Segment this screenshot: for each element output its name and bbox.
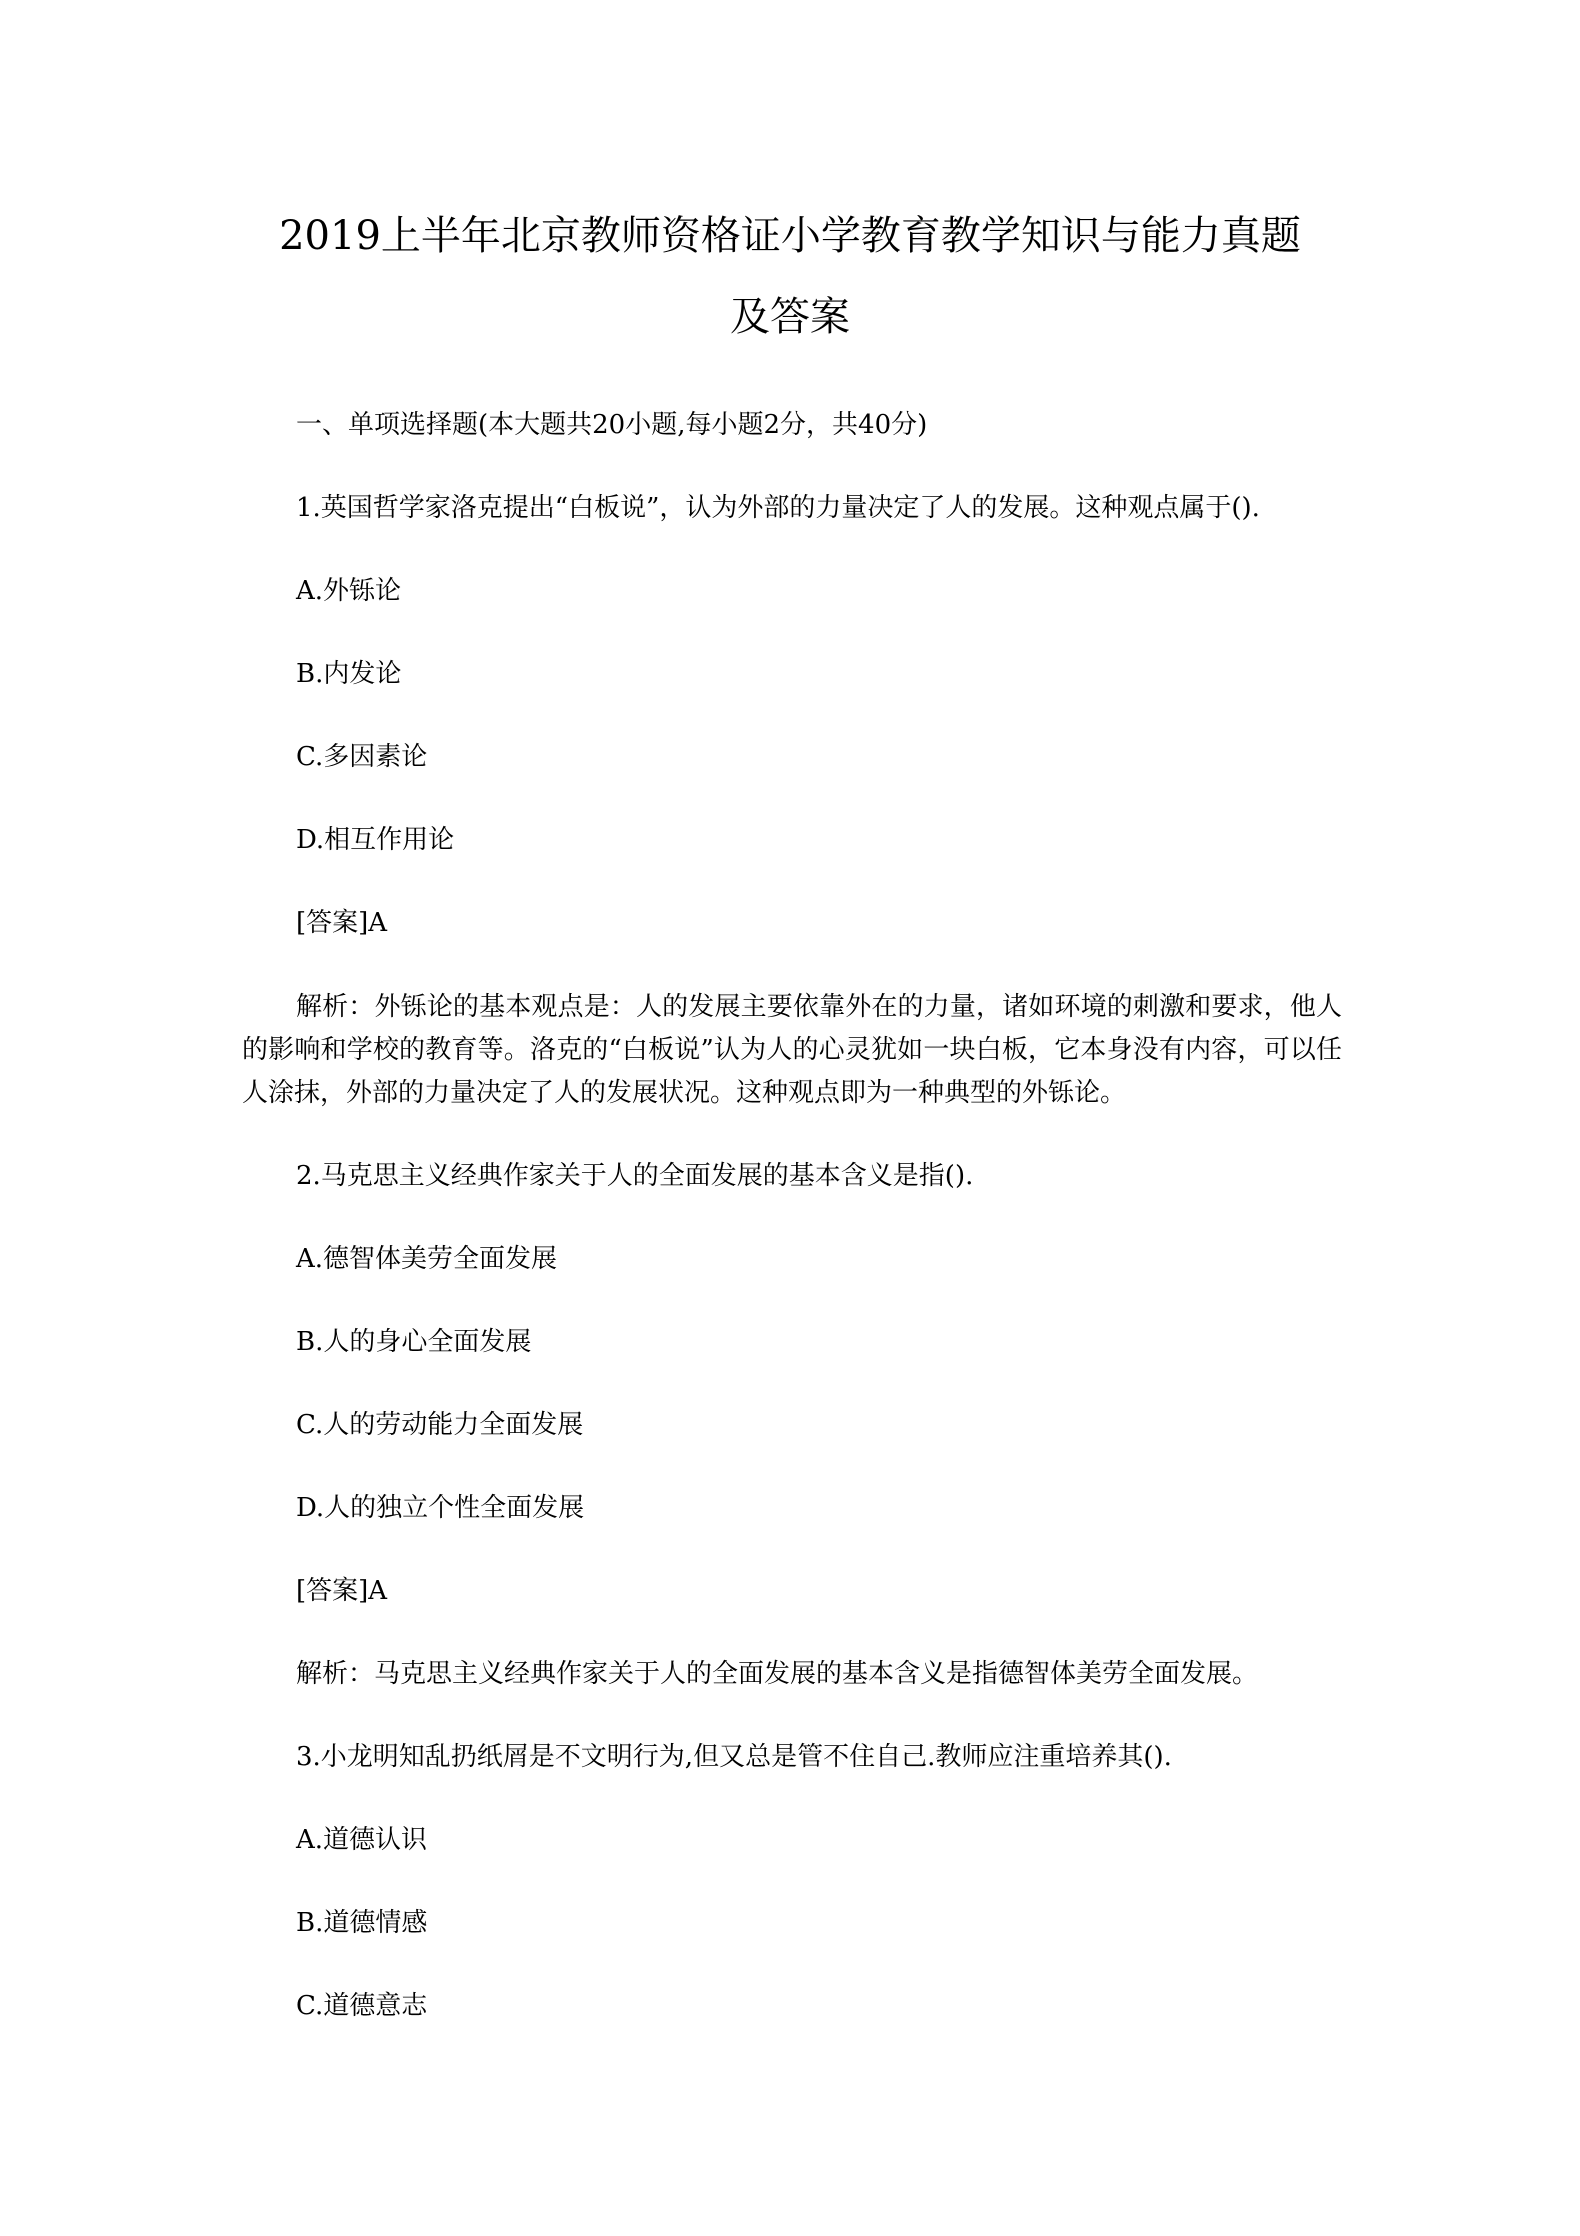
question-1-option-d: D.相互作用论 [296, 825, 455, 855]
question-1-stem: 1.英国哲学家洛克提出“白板说”，认为外部的力量决定了人的发展。这种观点属于(). [296, 493, 1260, 523]
question-1-answer: [答案]A [296, 908, 388, 938]
question-1-option-c: C.多因素论 [296, 742, 428, 772]
question-2-answer: [答案]A [296, 1576, 388, 1606]
question-3-option-a: A.道德认识 [296, 1825, 428, 1855]
question-3-option-c: C.道德意志 [296, 1991, 428, 2021]
section-heading: 一、单项选择题(本大题共20小题,每小题2分，共40分) [296, 410, 928, 440]
question-2-option-a: A.德智体美劳全面发展 [296, 1244, 558, 1274]
question-2-option-d: D.人的独立个性全面发展 [296, 1493, 585, 1523]
question-3-stem: 3.小龙明知乱扔纸屑是不文明行为,但又总是管不住自己.教师应注重培养其(). [296, 1742, 1172, 1772]
question-1-option-a: A.外铄论 [296, 576, 402, 606]
question-3-option-b: B.道德情感 [296, 1908, 428, 1938]
question-2-option-c: C.人的劳动能力全面发展 [296, 1410, 584, 1440]
question-1-analysis: 解析：外铄论的基本观点是：人的发展主要依靠外在的力量，诸如环境的刺激和要求，他人的影响和学校的教育等。洛克的“白板说”认为人的心灵犹如一块白板，它本身没有内容，可以任人涂抹，外部的力量决定了人的发展状况。这种观点即为一种典型的外铄论。 [242, 992, 1342, 1108]
question-2-analysis: 解析：马克思主义经典作家关于人的全面发展的基本含义是指德智体美劳全面发展。 [296, 1659, 1259, 1689]
question-1-option-b: B.内发论 [296, 659, 402, 689]
document-title-line-2: 及答案 [730, 294, 850, 340]
question-2-option-b: B.人的身心全面发展 [296, 1327, 532, 1357]
document-title-line-1: 2019上半年北京教师资格证小学教育教学知识与能力真题 [279, 213, 1301, 259]
question-2-stem: 2.马克思主义经典作家关于人的全面发展的基本含义是指(). [296, 1161, 974, 1191]
